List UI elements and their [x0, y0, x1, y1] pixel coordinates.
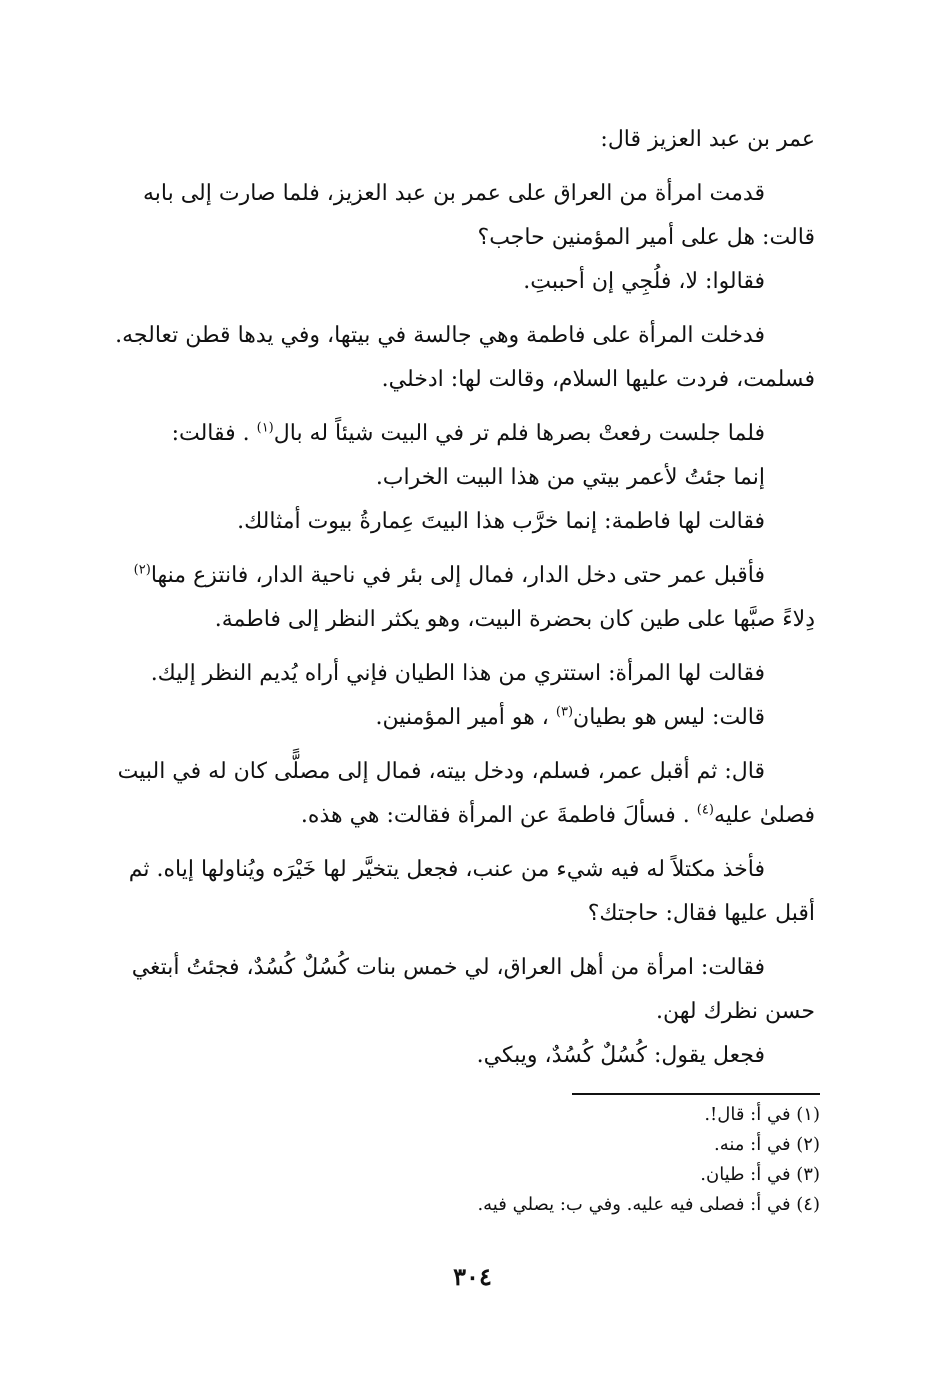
footnote-4: (٤) في أ: فصلى فيه عليه. وفي ب: يصلي فيه. — [477, 1194, 820, 1215]
text-line — [95, 412, 765, 456]
footnotes — [320, 1100, 820, 1220]
paragraph-4 — [95, 412, 815, 544]
text-line: دِلاءً صبَّها على طين كان بحضرة البيت، وهو يكثر النظر إلى فاطمة. — [214, 607, 815, 632]
text-line: أقبل عليها فقال: حاجتك؟ — [587, 901, 815, 926]
line-text: ، هو أمير المؤمنين. — [375, 705, 556, 730]
text-line: إنما جئتُ لأعمر بيتي من هذا البيت الخراب. — [375, 465, 765, 490]
text-line: قدمت امرأة من العراق على عمر بن عبد العزيز، فلما صارت إلى بابه — [142, 181, 765, 206]
line-text: . فسألَ فاطمةَ عن المرأة فقالت: هي هذه. — [300, 803, 697, 828]
paragraph-6 — [95, 652, 815, 740]
footnote-ref-1: (١) — [256, 420, 274, 436]
text-line: عمر بن عبد العزيز قال: — [600, 127, 815, 152]
paragraph-5 — [95, 554, 815, 642]
text-line: فقالوا: لا، فلُجِي إن أحببتِ. — [523, 269, 765, 294]
line-text: فلما جلست رفعتْ بصرها فلم تر في البيت شيئاً له بال — [273, 421, 765, 446]
footnote-ref-2: (٢) — [133, 562, 151, 578]
footnote-1: (١) في أ: قال!. — [704, 1104, 820, 1125]
text-line: فقالت: امرأة من أهل العراق، لي خمس بنات كُسُلٌ كُسُدٌ، فجئتُ أبتغي — [131, 955, 765, 980]
line-text: . فقالت: — [171, 421, 257, 446]
text-line: فسلمت، فردت عليها السلام، وقالت لها: ادخلي. — [381, 367, 815, 392]
text-line: حسن نظرك لهن. — [656, 999, 815, 1024]
paragraph-3 — [95, 314, 815, 402]
paragraph-7 — [95, 750, 815, 838]
text-line: قالت: هل على أمير المؤمنين حاجب؟ — [477, 225, 815, 250]
text-line: فدخلت المرأة على فاطمة وهي جالسة في بيتها، وفي يدها قطن تعالجه. — [115, 323, 765, 348]
footnote-ref-3: (٣) — [555, 704, 574, 720]
footnote-2: (٢) في أ: منه. — [713, 1134, 820, 1155]
text-line: قال: ثم أقبل عمر، فسلم، ودخل بيته، فمال إلى مصلًّى كان له في البيت — [117, 759, 765, 784]
line-text: قالت: ليس هو بطيان — [573, 705, 765, 730]
footnote-3: (٣) في أ: طيان. — [700, 1164, 820, 1185]
text-line: فجعل يقول: كُسُلٌ كُسُدٌ، ويبكي. — [476, 1043, 765, 1068]
paragraph-9 — [95, 946, 815, 1078]
text-line — [95, 696, 765, 740]
page-number: ٣٠٤ — [453, 1262, 492, 1291]
text-line: فأخذ مكتلاً له فيه شيء من عنب، فجعل يتخيَّر لها خَيْرَه ويُناولها إياه. ثم — [128, 857, 765, 882]
paragraph-2 — [95, 172, 815, 304]
text-line: فقالت لها فاطمة: إنما خرَّب هذا البيتَ عِمارةُ بيوت أمثالك. — [237, 509, 765, 534]
line-text: فصلىٰ عليه — [713, 803, 815, 828]
text-line — [95, 554, 765, 598]
footnote-divider — [572, 1093, 820, 1095]
main-text — [95, 118, 815, 1088]
text-line — [95, 794, 815, 838]
line-text: فأقبل عمر حتى دخل الدار، فمال إلى بئر في ناحية الدار، فانتزع منها — [150, 563, 765, 588]
paragraph-1 — [95, 118, 815, 162]
footnote-ref-4: (٤) — [696, 802, 714, 818]
paragraph-8 — [95, 848, 815, 936]
text-line: فقالت لها المرأة: استتري من هذا الطيان فإني أراه يُديم النظر إليك. — [150, 661, 765, 686]
